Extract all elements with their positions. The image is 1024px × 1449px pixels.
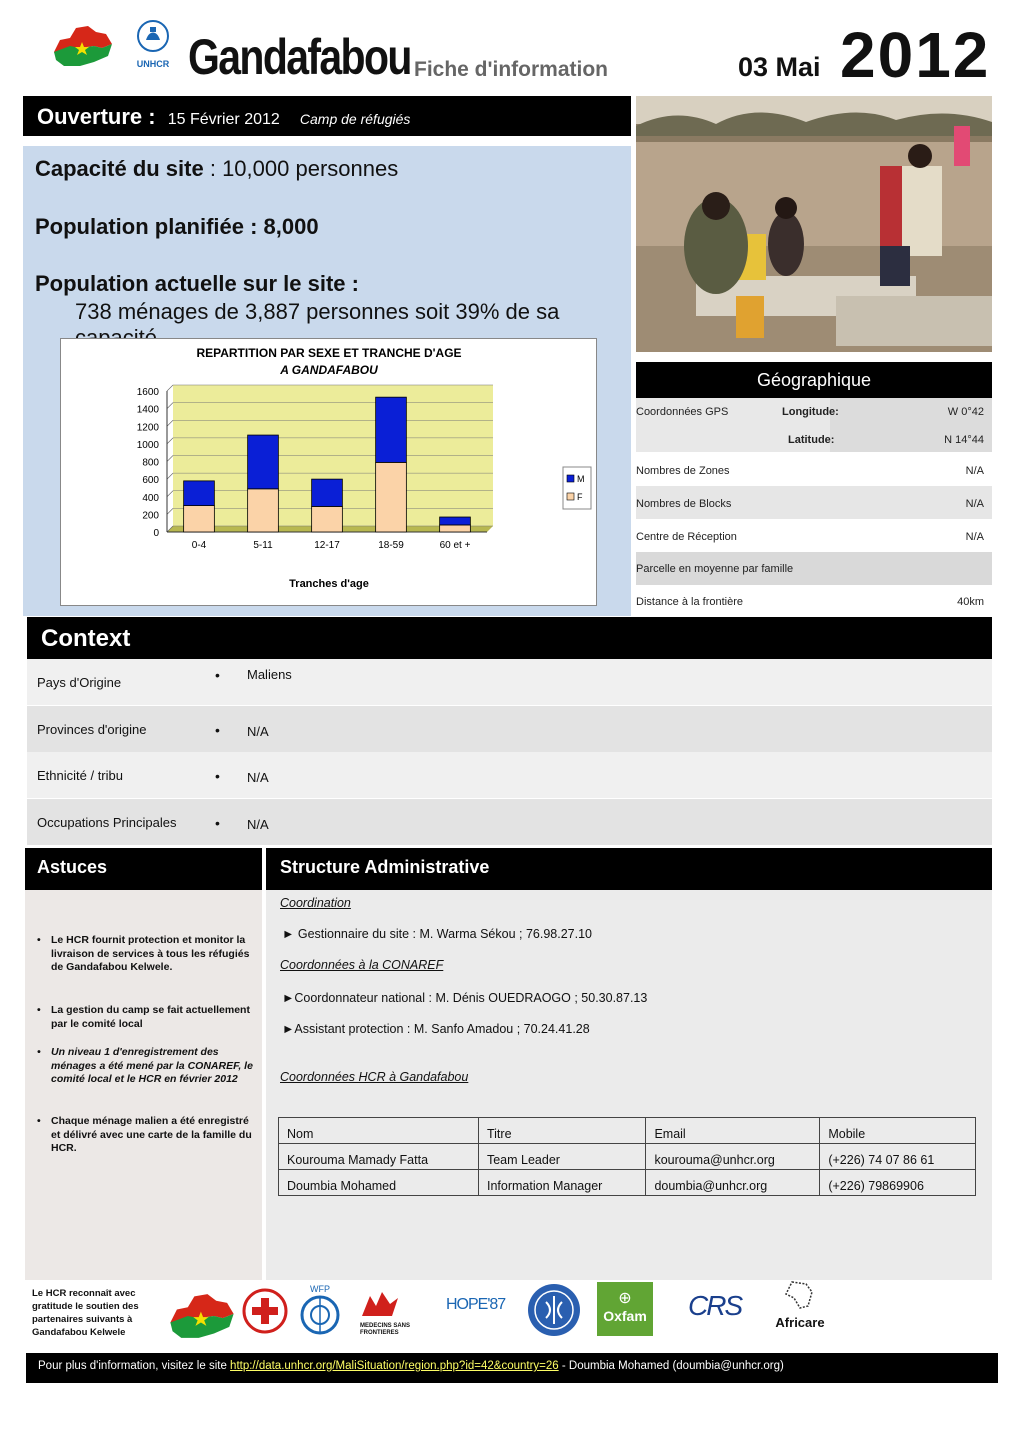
table-cell: Kourouma Mamady Fatta	[279, 1144, 479, 1170]
x-tick-label: 60 et +	[439, 540, 471, 551]
legend-swatch-M	[567, 475, 574, 482]
geo-label: Nombres de Blocks	[636, 498, 732, 510]
table-cell: (+226) 74 07 86 61	[820, 1144, 976, 1170]
oxfam-symbol-icon: ⊕	[618, 1290, 632, 1307]
red-cross-logo	[242, 1288, 288, 1334]
date-day: 03 Mai	[738, 52, 821, 82]
africare-logo	[772, 1280, 828, 1334]
bullet: •	[215, 667, 220, 683]
legend-swatch-F	[567, 493, 574, 500]
footer-info-link[interactable]: http://data.unhcr.org/MaliSituation/region.php?id=42&country=26	[230, 1360, 559, 1372]
opening-label: Ouverture :	[37, 104, 156, 129]
legend-label-M: M	[577, 474, 585, 484]
tips-header: Astuces	[25, 848, 262, 890]
coordination-heading: Coordination	[280, 896, 351, 910]
table-cell: (+226) 79869906	[820, 1170, 976, 1196]
gridline-diag	[167, 456, 173, 462]
age-sex-chart	[60, 338, 597, 606]
context-row-provinces	[27, 706, 992, 752]
geo-value: N/A	[965, 498, 984, 510]
footer-info-suffix: - Doumbia Mohamed (doumbia@unhcr.org)	[561, 1360, 784, 1372]
date-year: 2012	[840, 19, 991, 91]
x-axis-label: Tranches d'age	[289, 578, 369, 590]
bar-F	[184, 506, 215, 532]
geo-label: Coordonnées GPS	[636, 406, 729, 418]
geo-value: W 0°42	[947, 406, 984, 418]
context-header: Context	[27, 617, 992, 659]
geo-label: Centre de Réception	[636, 531, 737, 543]
hope87-logo	[446, 1296, 516, 1326]
gridline-diag	[167, 420, 173, 426]
bar-M	[312, 479, 343, 506]
opening-type: Camp de réfugiés	[299, 111, 411, 127]
y-tick-label: 600	[142, 475, 159, 487]
footer-info-bar	[26, 1353, 998, 1383]
bar-M	[184, 481, 215, 506]
africare-logo-text: Africare	[775, 1315, 825, 1330]
wfp-logo-text: WFP	[310, 1284, 330, 1294]
table-header: Titre	[478, 1118, 645, 1144]
gridline-diag	[167, 385, 173, 391]
context-row-ethnicity	[27, 752, 992, 798]
table-header: Email	[646, 1118, 820, 1144]
crs-logo	[688, 1290, 760, 1330]
structure-header: Structure Administrative	[266, 848, 992, 890]
wfp-logo	[294, 1284, 346, 1338]
msf-logo-text: MEDECINS SANS FRONTIERES	[360, 1323, 411, 1336]
table-cell-email[interactable]: doumbia@unhcr.org	[646, 1170, 820, 1196]
legend-label-F: F	[577, 492, 583, 502]
bar-F	[248, 489, 279, 532]
partners-thanks: Le HCR reconnaît avec gratitude le soutien des partenaires suivants à Gandafabou Kelwele	[32, 1288, 139, 1338]
context-row-occupations	[27, 799, 992, 845]
tip-item: • Le HCR fournit protection et monitor la livraison de services à tous les réfugiés de Gandafabou Kelwele.	[35, 934, 253, 975]
geo-sublabel: Longitude:	[782, 406, 839, 418]
planned-population: Population planifiée : 8,000	[35, 214, 319, 239]
hope87-logo-text: HOPE'87	[446, 1296, 506, 1313]
geo-value: 40km	[957, 596, 984, 608]
chart-title: REPARTITION PAR SEXE ET TRANCHE D'AGE	[196, 346, 462, 360]
footer-info-prefix: Pour plus d'information, visitez le site	[38, 1360, 227, 1372]
capacity-value: : 10,000 personnes	[209, 156, 399, 181]
protection-assistant-line: ►Assistant protection : M. Sanfo Amadou ; 70.24.41.28	[282, 1022, 590, 1036]
geo-label: Distance à la frontière	[636, 596, 743, 608]
chart-subtitle: A GANDAFABOU	[280, 363, 378, 377]
context-value: N/A	[247, 770, 269, 785]
gridline-diag	[167, 403, 173, 409]
x-tick-label: 12-17	[314, 540, 340, 551]
conaref-heading: Coordonnées à la CONAREF	[280, 958, 444, 972]
y-tick-label: 1600	[136, 387, 159, 398]
page-subtitle: Fiche d'information	[414, 58, 608, 81]
y-tick-label: 200	[142, 510, 159, 522]
tip-item: • La gestion du camp se fait actuellement par le comité local	[35, 1004, 253, 1031]
bullet: •	[215, 768, 220, 784]
context-value: N/A	[247, 817, 269, 832]
table-cell: Doumbia Mohamed	[279, 1170, 479, 1196]
unhcr-logo-text: UNHCR	[136, 59, 170, 69]
context-value: N/A	[247, 724, 269, 739]
context-label: Ethnicité / tribu	[37, 768, 123, 783]
geo-value: N 14°44	[944, 434, 984, 446]
y-tick-label: 1200	[136, 422, 159, 434]
table-header-row	[279, 1118, 976, 1144]
context-row-origin	[27, 659, 992, 705]
table-header: Mobile	[820, 1118, 976, 1144]
geo-value: N/A	[965, 531, 984, 543]
page-title: Gandafabou	[188, 29, 411, 85]
bullet: •	[215, 722, 220, 738]
geography-header: Géographique	[636, 362, 992, 398]
chart-svg	[61, 339, 598, 607]
x-tick-label: 5-11	[253, 540, 273, 551]
y-tick-label: 1000	[136, 439, 159, 451]
y-tick-label: 1400	[136, 404, 159, 416]
gridline-diag	[167, 473, 173, 479]
structure-panel	[266, 890, 992, 1280]
context-value: Maliens	[247, 667, 292, 682]
hcr-contacts-table	[278, 1117, 976, 1196]
burkina-map-logo	[166, 1288, 238, 1344]
y-tick-label: 400	[142, 492, 159, 504]
site-manager-line: ► Gestionnaire du site : M. Warma Sékou ; 76.98.27.10	[282, 927, 592, 941]
capacity-label: Capacité du site	[35, 156, 204, 181]
capacity-line	[35, 156, 398, 182]
table-row	[279, 1170, 976, 1196]
tip-item: • Chaque ménage malien a été enregistré et délivré avec une carte de la famille du HCR.	[35, 1115, 253, 1156]
table-cell: Team Leader	[478, 1144, 645, 1170]
hcr-heading: Coordonnées HCR à Gandafabou	[280, 1070, 469, 1084]
geo-label: Parcelle en moyenne par famille	[636, 563, 794, 575]
x-tick-label: 18-59	[378, 540, 404, 551]
crs-logo-text: CRS	[688, 1290, 742, 1321]
unhcr-logo	[130, 18, 176, 74]
burkina-faso-map-logo	[50, 22, 116, 70]
context-label: Provinces d'origine	[37, 722, 147, 737]
national-coordinator-line: ►Coordonnateur national : M. Dénis OUEDRAOGO ; 50.30.87.13	[282, 991, 648, 1005]
geo-sublabel: Latitude:	[788, 434, 835, 446]
y-tick-label: 800	[142, 457, 159, 469]
bar-F	[376, 462, 407, 532]
table-cell-email[interactable]: kourouma@unhcr.org	[646, 1144, 820, 1170]
bar-F	[312, 506, 343, 532]
tip-item: • Un niveau 1 d'enregistrement des ménages a été mené par la CONAREF, le comité local et le HCR en février 2012	[35, 1046, 253, 1087]
x-tick-label: 0-4	[191, 540, 207, 551]
gridline-diag	[167, 508, 173, 514]
current-population-label: Population actuelle sur le site :	[35, 271, 359, 296]
bar-F	[440, 525, 471, 532]
opening-date: 15 Février 2012	[167, 111, 280, 128]
context-label: Pays d'Origine	[37, 675, 122, 690]
fao-logo	[526, 1282, 582, 1338]
bar-M	[440, 517, 471, 525]
msf-logo	[360, 1290, 444, 1336]
opening-bar	[23, 96, 631, 136]
geo-label: Nombres de Zones	[636, 465, 730, 477]
context-label: Occupations Principales	[37, 815, 177, 830]
table-cell: Information Manager	[478, 1170, 645, 1196]
bullet: •	[215, 815, 220, 831]
gridline-diag	[167, 438, 173, 444]
geo-value: N/A	[965, 465, 984, 477]
bar-M	[376, 397, 407, 462]
table-header: Nom	[279, 1118, 479, 1144]
y-tick-label: 0	[153, 528, 159, 539]
oxfam-logo-text: Oxfam	[603, 1308, 647, 1324]
camp-photo	[636, 96, 992, 352]
gridline-diag	[167, 491, 173, 497]
oxfam-logo	[597, 1282, 653, 1336]
table-row	[279, 1144, 976, 1170]
current-population-value: 738 ménages de 3,887 personnes soit 39% de sa	[75, 299, 560, 324]
bar-M	[248, 435, 279, 489]
tips-panel	[25, 890, 262, 1280]
